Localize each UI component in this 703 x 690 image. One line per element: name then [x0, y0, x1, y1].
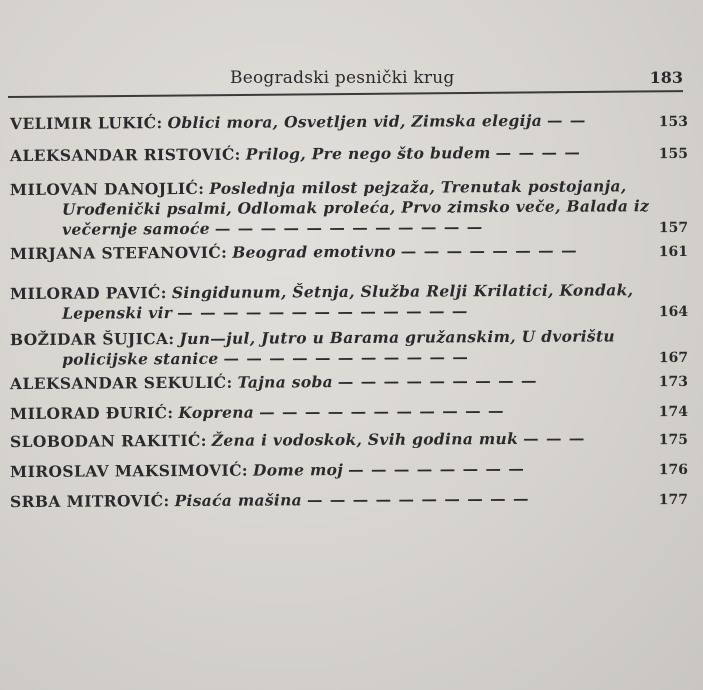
author-name: SRBA MITROVIĆ: — [9, 491, 170, 512]
leader-dashes: — — — — — — — — — [400, 240, 578, 261]
page-header — [230, 62, 683, 92]
page-number: 176 — [658, 461, 689, 479]
author-name: SLOBODAN RAKITIĆ: — [9, 430, 207, 452]
leader-dashes: — — — — — — — — — — — — [258, 401, 505, 422]
toc-entry — [10, 280, 688, 324]
poem-titles: Koprena — [178, 402, 255, 423]
page-number: 157 — [658, 219, 689, 237]
toc-entry-line — [10, 346, 688, 370]
page-number: 164 — [658, 303, 689, 321]
page-number: 153 — [658, 113, 689, 131]
poem-titles: Singidunum, Šetnja, Služba Relji Krilatici, Kondak, — [171, 280, 634, 303]
leader-dashes: — — — [546, 110, 587, 130]
author-name: MILOVAN DANOJLIĆ: — [9, 178, 205, 200]
leader-dashes: — — — — — — — — — — — — — — [177, 301, 469, 323]
page-number: 167 — [658, 349, 689, 367]
poem-titles: Dome moj — [252, 460, 344, 480]
leader-dashes: — — — — — — — — — — — — — [214, 217, 484, 238]
page-number: 174 — [658, 403, 689, 421]
page-number: 173 — [658, 373, 689, 391]
toc-entry-line — [10, 300, 688, 324]
toc-entry — [10, 326, 688, 370]
author-name: MIRJANA STEFANOVIĆ: — [9, 242, 228, 264]
author-name: MILORAD ĐURIĆ: — [9, 403, 174, 424]
author-name: ALEKSANDAR SEKULIĆ: — [9, 372, 233, 394]
running-title: Beogradski pesnički krug — [230, 68, 455, 88]
toc-entry — [10, 176, 688, 240]
page-number: 177 — [658, 491, 689, 509]
poem-titles: Beograd emotivno — [232, 241, 396, 262]
toc-entry-line — [10, 400, 688, 424]
author-name: MILORAD PAVIĆ: — [9, 283, 167, 304]
toc-entry — [10, 458, 688, 482]
poem-titles: Lepenski vir — [62, 303, 173, 323]
toc-entry-line — [10, 110, 688, 134]
toc-entry — [10, 400, 688, 424]
poem-titles: Pisaća mašina — [174, 490, 303, 511]
poem-titles: Urođenički psalmi, Odlomak proleća, Prvo zimsko veče, Balada iz — [61, 196, 650, 219]
leader-dashes: — — — — — — — — — — [337, 370, 538, 392]
toc-entry — [10, 110, 688, 134]
leader-dashes: — — — — — — — — — [348, 458, 525, 480]
toc-entry-line — [10, 488, 688, 512]
page-number: 155 — [658, 145, 689, 163]
leader-dashes: — — — — [523, 428, 586, 448]
author-name: MIROSLAV MAKSIMOVIĆ: — [9, 460, 249, 482]
toc-entry-line — [10, 216, 688, 240]
poem-titles: večernje samoće — [62, 218, 210, 239]
toc-entry-line — [10, 428, 688, 452]
poem-titles: Jun—jul, Jutro u Barama gružanskim, U dvorištu — [179, 326, 616, 349]
toc-entry-line — [10, 370, 688, 394]
poem-titles: Poslednja milost pejzaža, Trenutak postojanja, — [209, 176, 627, 198]
page-number: 175 — [658, 431, 689, 449]
poem-titles: policijske stanice — [62, 348, 219, 369]
poem-titles: Prilog, Pre nego što budem — [245, 143, 491, 164]
toc-entry — [10, 142, 688, 166]
toc-entry-line — [10, 142, 688, 166]
poem-titles: Oblici mora, Osvetljen vid, Zimska elegija — [167, 110, 543, 133]
toc-entry-line — [10, 458, 688, 482]
author-name: ALEKSANDAR RISTOVIĆ: — [9, 144, 241, 166]
toc-entry — [10, 370, 688, 394]
leader-dashes: — — — — — [495, 142, 581, 163]
toc-entry — [10, 240, 688, 264]
author-name: VELIMIR LUKIĆ: — [9, 113, 163, 134]
page-number: 161 — [658, 243, 689, 261]
toc-entry-line — [10, 240, 688, 264]
leader-dashes: — — — — — — — — — — — — [223, 347, 469, 368]
author-name: BOŽIDAR ŠUJICA: — [9, 329, 175, 350]
leader-dashes: — — — — — — — — — — — [306, 488, 530, 510]
toc-entry — [10, 488, 688, 512]
header-page-number: 183 — [649, 68, 683, 87]
toc-entry — [10, 428, 688, 452]
poem-titles: Tajna soba — [237, 372, 333, 392]
poem-titles: Žena i vodoskok, Svih godina muk — [211, 428, 519, 450]
